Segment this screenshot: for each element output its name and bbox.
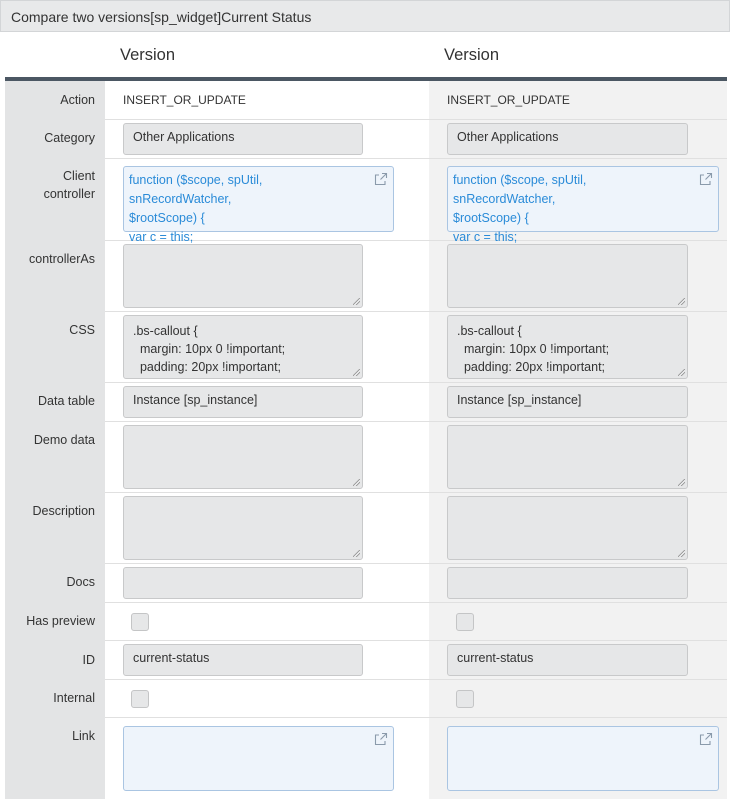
left-id-field[interactable]: current-status [123,644,363,676]
left-internal-checkbox[interactable] [131,690,149,708]
label-controller-as: controllerAs [29,252,95,266]
right-id-field[interactable]: current-status [447,644,688,676]
left-action-value: INSERT_OR_UPDATE [123,93,246,107]
resize-grip-icon[interactable] [353,550,360,557]
resize-grip-icon[interactable] [678,298,685,305]
resize-grip-icon[interactable] [678,479,685,486]
row-divider [105,563,727,564]
code-line: $rootScope) { [453,211,529,225]
row-divider [105,421,727,422]
label-data-table: Data table [38,394,95,408]
external-link-icon[interactable] [374,172,388,186]
row-divider [105,717,727,718]
right-version-header: Version [444,46,500,64]
left-css-field[interactable]: .bs-callout { margin: 10px 0 !important; padding: 20px !important; [123,315,363,379]
row-divider [105,640,727,641]
title-bar [0,0,730,32]
right-internal-checkbox[interactable] [456,690,474,708]
left-version-header: Version [120,46,176,64]
external-link-icon[interactable] [374,732,388,746]
left-category-field[interactable]: Other Applications [123,123,363,155]
label-has-preview: Has preview [26,614,95,628]
label-client-controller [5,167,95,203]
left-docs-field[interactable] [123,567,363,599]
row-divider [105,119,727,120]
row-divider [105,679,727,680]
label-category: Category [44,131,95,145]
code-line: var c = this; [129,230,194,244]
code-line: function ($scope, spUtil, snRecordWatcher, [453,173,587,206]
left-has-preview-checkbox[interactable] [131,613,149,631]
code-line: $rootScope) { [129,211,205,225]
label-demo-data: Demo data [33,433,95,447]
label-internal: Internal [53,691,95,705]
resize-grip-icon[interactable] [678,369,685,376]
page-title: Compare two versions[sp_widget]Current Status [11,9,312,25]
right-data-table-field[interactable]: Instance [sp_instance] [447,386,688,418]
row-divider [105,158,727,159]
left-controller-as-field[interactable] [123,244,363,308]
resize-grip-icon[interactable] [353,298,360,305]
left-description-field[interactable] [123,496,363,560]
right-client-controller-field[interactable] [447,166,719,244]
label-client-controller-line2: controller [43,187,95,201]
right-category-field[interactable]: Other Applications [447,123,688,155]
label-id: ID [82,653,95,667]
right-demo-data-field[interactable] [447,425,688,489]
resize-grip-icon[interactable] [353,369,360,376]
right-controller-as-field[interactable] [447,244,688,308]
row-divider [105,602,727,603]
left-client-controller-field[interactable] [123,166,394,244]
resize-grip-icon[interactable] [353,479,360,486]
right-description-field[interactable] [447,496,688,560]
label-link: Link [72,729,95,743]
left-data-table-field[interactable]: Instance [sp_instance] [123,386,363,418]
code-line: var c = this; [453,230,518,244]
right-has-preview-checkbox[interactable] [456,613,474,631]
right-action-value: INSERT_OR_UPDATE [447,93,570,107]
right-link-field[interactable] [447,726,719,791]
code-line: function ($scope, spUtil, snRecordWatcher, [129,173,263,206]
row-divider [105,311,727,312]
right-docs-field[interactable] [447,567,688,599]
label-action: Action [60,93,95,107]
external-link-icon[interactable] [699,172,713,186]
right-css-field[interactable]: .bs-callout { margin: 10px 0 !important; padding: 20px !important; [447,315,688,379]
left-demo-data-field[interactable] [123,425,363,489]
row-divider [105,492,727,493]
label-client-controller-line1: Client [63,169,95,183]
row-divider [105,382,727,383]
left-link-field[interactable] [123,726,394,791]
external-link-icon[interactable] [699,732,713,746]
label-description: Description [32,504,95,518]
label-docs: Docs [66,575,95,589]
resize-grip-icon[interactable] [678,550,685,557]
label-css: CSS [69,323,95,337]
